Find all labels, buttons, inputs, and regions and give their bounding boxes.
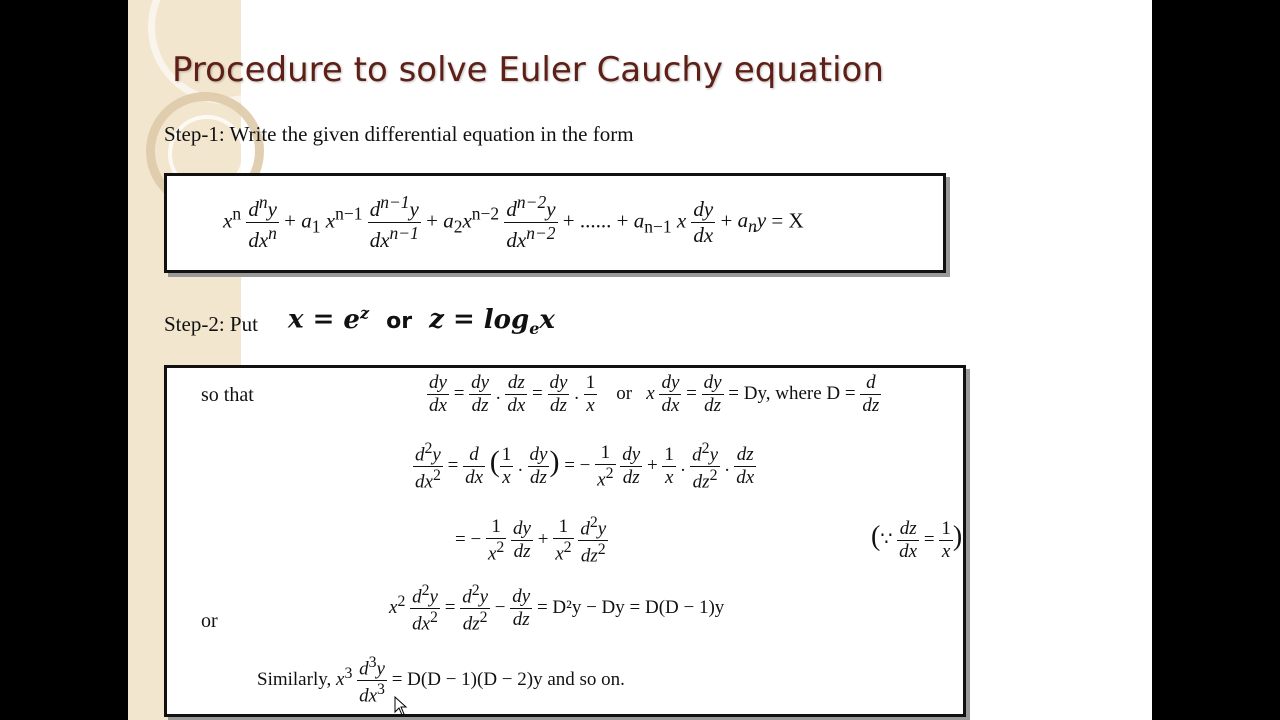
step-2-text: Step-2: Put (164, 312, 258, 336)
or-label-derivation: or (201, 610, 218, 632)
step-1-text: Step-1: Write the given differential equation in the form (164, 122, 634, 146)
or-label: or (386, 308, 413, 334)
slide-title: Procedure to solve Euler Cauchy equation (172, 50, 884, 90)
substitution-formula: $x = e^z$ or $z = \log_ex$ (288, 303, 555, 338)
derivation-line-1: $\frac{dy}{dx}$ = $\frac{dy}{dz}$ . $\frac{dz}{dx}$ = $\frac{dy}{dz}$ . $\frac{1}{x}$ or x $\frac{dy}{dx}$ = $\frac{dy}{dz}$ = Dy, where D = $\frac{d}{dz}$ (429, 372, 880, 416)
derivation-line-3: = − $\frac{1}{x^2}$ $\frac{dy}{dz}$ + $\frac{1}{x^2}$ $\frac{d^2y}{dz^2}$ (455, 514, 607, 567)
general-equation-box (164, 173, 946, 273)
derivation-line-2: $\frac{d^2y}{dx^2}$ = $\frac{d}{dx}$ ( $\frac{1}{x}$ . $\frac{dy}{dz}$ ) = − $\frac{1}{x^2}$ $\frac{dy}{dz}$ + $\frac{1}{x}$ . $\frac{d^2y}{dz^2}$ . $\frac{dz}{dx}$ (415, 440, 755, 493)
because-note: (∵ $\frac{dz}{dx}$ = $\frac{1}{x}$ ) (871, 518, 963, 562)
derivation-line-5: Similarly, $x^3$ $\frac{d^3y}{dx^3}$ = D(D − 1)(D − 2)y and so on. (257, 654, 625, 707)
mouse-cursor-icon (394, 696, 408, 716)
similarly-label: Similarly, (257, 669, 332, 691)
derivation-line-4: $x^2$ $\frac{d^2y}{dx^2}$ = $\frac{d^2y}{dz^2}$ − $\frac{dy}{dz}$ = D²y − Dy = D(D − 1)y (389, 582, 725, 635)
where-d-text: Dy, where D = (743, 382, 856, 404)
derivation-box (164, 365, 966, 717)
line-4-tail: = D²y − Dy = D(D − 1)y (536, 597, 725, 619)
general-equation: $x^n$ $\frac{d^ny}{dx^n}$ + $a_1$ $x^{n-1}$ $\frac{d^{n-1}y}{dx^{n-1}}$ + $a_2x^{n-2}$ $\frac{d^{n-2}y}{dx^{n-2}}$ + ...... + $a_{n-1}$ x $\frac{dy}{dx}$ + $a_ny = X$ (223, 192, 804, 252)
line-5-tail: = D(D − 1)(D − 2)y and so on. (391, 669, 625, 691)
so-that-label: so that (201, 384, 254, 406)
